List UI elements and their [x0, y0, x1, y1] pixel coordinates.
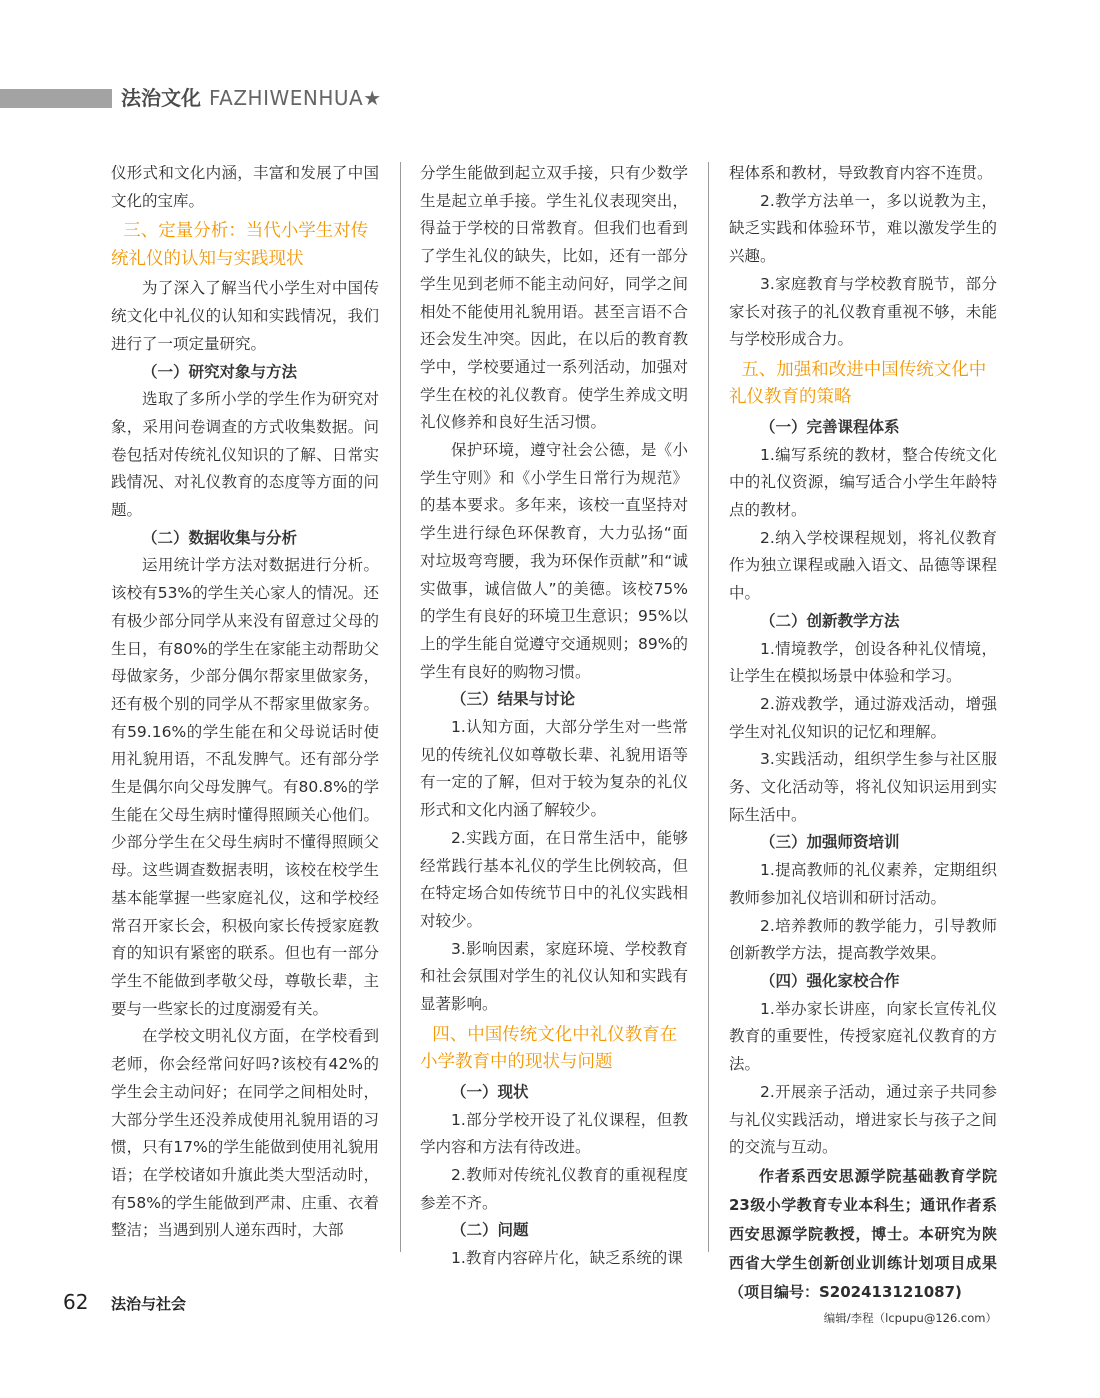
paragraph: 1.认知方面，大部分学生对一些常见的传统礼仪如尊敬长辈、礼貌用语等有一定的了解，但对于较为复杂的礼仪形式和文化内涵了解较少。	[420, 718, 688, 820]
editor-note: 编辑/李程（lcpupu@126.com）	[823, 1310, 997, 1325]
paragraph: 分学生能做到起立双手接，只有少数学生是起立单手接。学生礼仪表现突出，得益于学校的日常教育。但我们也看到了学生礼仪的缺失，比如，还有一部分学生见到老师不能主动问好，同学之间相处不能使用礼貌用语。甚至言语不合还会发生冲突。因此，在以后的教育教学中，学校要通过一系列活动，加强对学生在校的礼仪教育。使学生养成文明礼仪修养和良好生活习惯。	[420, 164, 688, 432]
paragraph: 选取了多所小学的学生作为研究对象，采用问卷调查的方式收集数据。问卷包括对传统礼仪知识的了解、日常实践情况、对礼仪教育的态度等方面的问题。	[111, 390, 379, 520]
subsection-heading: （二）数据收集与分析	[142, 528, 298, 547]
section-heading-5: 五、加强和改进中国传统文化中礼仪教育的策略	[729, 359, 987, 408]
paragraph: 2.实践方面，在日常生活中，能够经常践行基本礼仪的学生比例较高，但在特定场合如传统节日中的礼仪实践相对较少。	[420, 828, 688, 930]
subsection-heading: （二）问题	[451, 1221, 529, 1240]
subsection-heading: （三）加强师资培训	[760, 833, 900, 852]
paragraph: 3.家庭教育与学校教育脱节，部分家长对孩子的礼仪教育重视不够，未能与学校形成合力。	[729, 274, 997, 349]
subsection-heading: （四）强化家校合作	[760, 971, 900, 990]
subsection-heading: （一）完善课程体系	[760, 417, 900, 436]
page-number: 62	[63, 1290, 89, 1314]
paragraph: 1.教育内容碎片化，缺乏系统的课	[451, 1249, 683, 1268]
section-subtitle: FAZHIWENHUA★	[209, 86, 382, 110]
text-column-1	[111, 160, 379, 1245]
paragraph: 1.提高教师的礼仪素养，定期组织教师参加礼仪培训和研讨活动。	[729, 861, 997, 907]
paragraph: 2.培养教师的教学能力，引导教师创新教学方法，提高教学效果。	[729, 916, 997, 963]
paragraph: 1.举办家长讲座，向家长宣传礼仪教育的重要性，传授家庭礼仪教育的方法。	[729, 999, 997, 1074]
paragraph: 2.游戏教学，通过游戏活动，增强学生对礼仪知识的记忆和理解。	[729, 694, 997, 741]
author-bio: 作者系西安思源学院基础教育学院23级小学教育专业本科生；通讯作者系西安思源学院教授，博士。本研究为陕西省大学生创新创业训练计划项目成果（项目编号：S202413121087)	[729, 1166, 997, 1301]
header-gray-bar	[0, 89, 112, 108]
paragraph: 在学校文明礼仪方面，在学校看到老师，你会经常问好吗?该校有42%的学生会主动问好；在同学之间相处时，大部分学生还没养成使用礼貌用语的习惯，只有17%的学生能做到使用礼貌用语；在学校诸如升旗此类大型活动时，有58%的学生能做到严肃、庄重、衣着整洁；当遇到别人递东西时，大部	[111, 1027, 379, 1240]
paragraph: 运用统计学方法对数据进行分析。该校有53%的学生关心家人的情况。还有极少部分同学从来没有留意过父母的生日，有80%的学生在家能主动帮助父母做家务，少部分偶尔帮家里做家务，还有极个别的同学从不帮家里做家务。有59.16%的学生能在和父母说话时使用礼貌用语，不乱发脾气。还有部分学生是偶尔向父母发脾气。有80.8%的学生能在父母生病时懂得照顾关心他们。少部分学生在父母生病时不懂得照顾父母。这些调查数据表明，该校在校学生基本能掌握一些家庭礼仪，这和学校经常召开家长会，积极向家长传授家庭教育的知识有紧密的联系。但也有一部分学生不能做到孝敬父母，尊敬长辈，主要与一些家长的过度溺爱有关。	[111, 556, 379, 1018]
paragraph: 1.部分学校开设了礼仪课程，但教学内容和方法有待改进。	[420, 1110, 688, 1157]
paragraph: 1.情境教学，创设各种礼仪情境，让学生在模拟场景中体验和学习。	[729, 639, 997, 686]
section-heading-3: 三、定量分析：当代小学生对传统礼仪的认知与实践现状	[111, 221, 369, 269]
paragraph: 保护环境，遵守社会公德，是《小学生守则》和《小学生日常行为规范》的基本要求。多年来，该校一直坚持对学生进行绿色环保教育，大力弘扬“面对垃圾弯弯腰，我为环保作贡献”和“诚实做事，诚信做人”的美德。该校75%的学生有良好的环境卫生意识；95%以上的学生能自觉遵守交通规则；89%的学生有良好的购物习惯。	[420, 441, 688, 681]
column-divider	[708, 162, 709, 1252]
paragraph: 2.纳入学校课程规划，将礼仪教育作为独立课程或融入语文、品德等课程中。	[729, 528, 997, 603]
subsection-heading: （一）现状	[451, 1082, 529, 1101]
text-column-2	[420, 160, 688, 1273]
magazine-name: 法治与社会	[111, 1295, 187, 1313]
column-divider	[400, 162, 401, 1252]
paragraph: 3.实践活动，组织学生参与社区服务、文化活动等，将礼仪知识运用到实际生活中。	[729, 750, 997, 824]
subsection-heading: （一）研究对象与方法	[142, 362, 298, 381]
paragraph: 仪形式和文化内涵，丰富和发展了中国文化的宝库。	[111, 164, 379, 210]
paragraph: 为了深入了解当代小学生对中国传统文化中礼仪的认知和实践情况，我们进行了一项定量研究。	[111, 279, 379, 353]
paragraph: 2.教学方法单一，多以说教为主，缺乏实践和体验环节，难以激发学生的兴趣。	[729, 191, 997, 266]
subsection-heading: （二）创新教学方法	[760, 611, 900, 630]
section-heading-4: 四、中国传统文化中礼仪教育在小学教育中的现状与问题	[420, 1024, 678, 1073]
paragraph: 3.影响因素，家庭环境、学校教育和社会氛围对学生的礼仪认知和实践有显著影响。	[420, 939, 688, 1014]
paragraph: 1.编写系统的教材，整合传统文化中的礼仪资源，编写适合小学生年龄特点的教材。	[729, 445, 997, 520]
section-header	[121, 84, 382, 112]
text-column-3	[729, 160, 997, 1329]
subsection-heading: （三）结果与讨论	[451, 690, 576, 709]
paragraph: 2.教师对传统礼仪教育的重视程度参差不齐。	[420, 1165, 688, 1212]
section-title: 法治文化	[121, 86, 201, 110]
paragraph: 程体系和教材，导致教育内容不连贯。	[729, 164, 993, 182]
paragraph: 2.开展亲子活动，通过亲子共同参与礼仪实践活动，增进家长与孩子之间的交流与互动。	[729, 1082, 997, 1157]
